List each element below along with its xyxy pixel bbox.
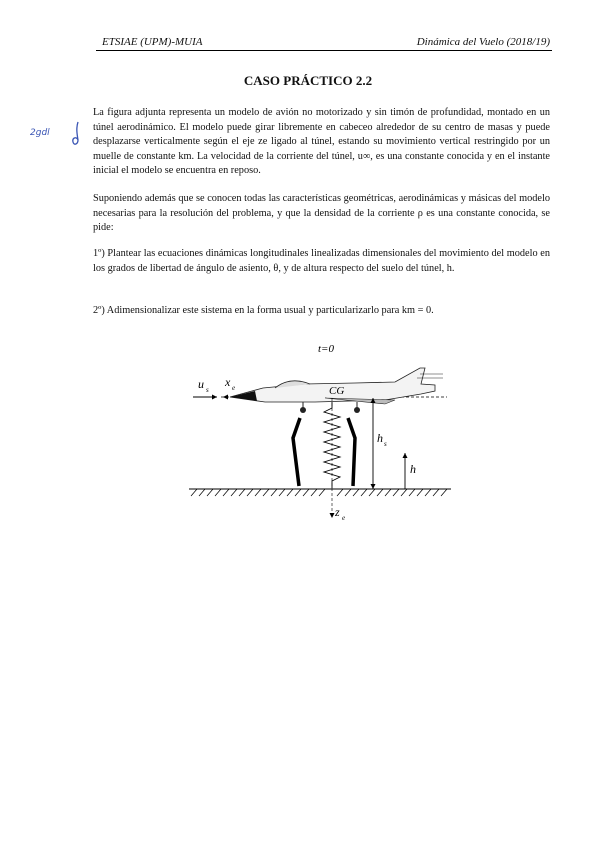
ground-hatching	[191, 489, 447, 496]
header-rule	[96, 50, 552, 51]
header-left: ETSIAE (UPM)-MUIA	[102, 36, 203, 48]
velocity-arrowhead-icon	[212, 395, 217, 400]
cg-label: CG	[329, 385, 345, 397]
x-axis-label: x	[225, 375, 231, 389]
handwritten-mark-icon	[68, 120, 82, 152]
time-label: t=0	[318, 343, 334, 355]
wind-tunnel-figure	[185, 338, 455, 528]
handwritten-note: 2gdl	[30, 128, 50, 138]
x-axis-subscript: e	[232, 384, 236, 392]
velocity-subscript: s	[206, 386, 209, 394]
paragraph-3: 1º) Plantear las ecuaciones dinámicas longitudinales linealizadas dimensionales del movimiento del modelo en los grados de libertad de ángulo de asiento, θ, y de altura respecto del suelo del túnel, h.	[93, 248, 550, 274]
z-axis-subscript: e	[342, 514, 346, 522]
hs-label: h	[377, 431, 383, 445]
paragraph-1: La figura adjunta representa un modelo de avión no motorizado y sin timón de profundidad, montado en un túnel aerodinámico. El modelo puede girar libremente en cabeceo alrededor de su centro de masas y puede desplazarse verticalmente según el eje ze ligado al túnel, estando su movimiento vertical restringido por un muelle de constante km. La velocidad de la corriente del túnel, u∞, es una constante conocida y en el instante inicial el modelo se encuentra en reposo.	[93, 107, 550, 176]
paragraph-4: 2º) Adimensionalizar este sistema en la forma usual y particularizarlo para km = 0.	[93, 305, 434, 316]
x-axis-arrowhead-icon	[223, 395, 228, 400]
velocity-label: u	[198, 377, 204, 391]
z-axis-arrowhead-icon	[330, 513, 335, 518]
hs-arrowhead-bottom-icon	[371, 484, 376, 489]
h-label: h	[410, 462, 416, 476]
paragraph-2: Suponiendo además que se conocen todas las características geométricas, aerodinámicas y másicas del modelo necesarias para la resolución del problema, y que la densidad de la corriente ρ es una constante conocida, se pide:	[93, 193, 550, 233]
page-title: CASO PRÁCTICO 2.2	[243, 73, 373, 88]
hs-subscript: s	[384, 440, 387, 448]
z-axis-label: z	[335, 505, 340, 519]
h-arrowhead-icon	[403, 453, 408, 458]
right-support	[348, 418, 355, 486]
left-support	[293, 418, 300, 486]
header-right: Dinámica del Vuelo (2018/19)	[416, 36, 550, 48]
